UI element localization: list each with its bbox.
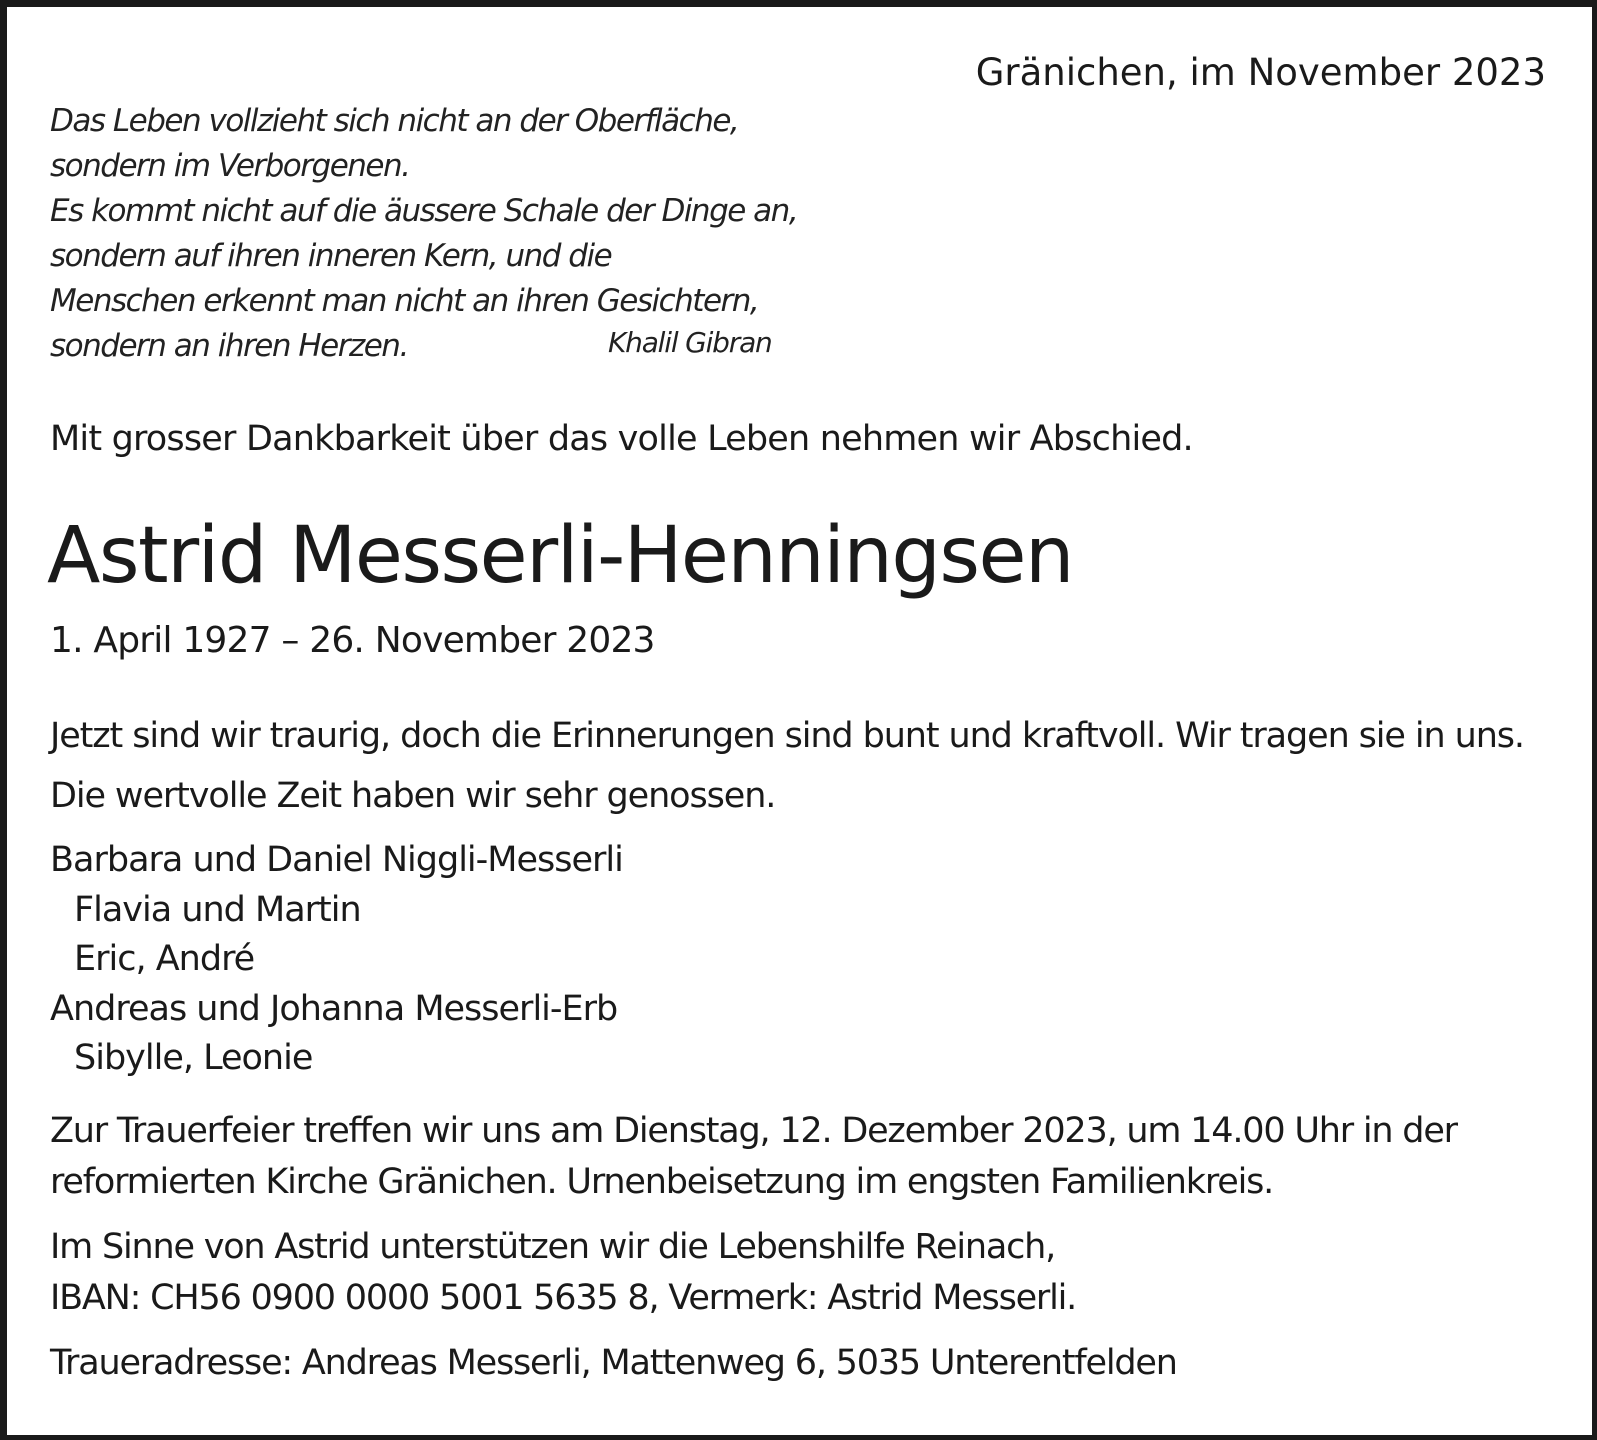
family-list: [50, 836, 623, 1084]
message-line: Die wertvolle Zeit haben wir sehr genossen.: [50, 776, 776, 816]
family-line: Andreas und Johanna Messerli-Erb: [50, 988, 618, 1029]
life-dates: 1. April 1927 – 26. November 2023: [50, 620, 655, 661]
family-line: Barbara und Daniel Niggli-Messerli: [50, 840, 623, 880]
quote-line: Menschen erkennt man nicht an ihren Gesichtern,: [50, 283, 759, 319]
donation-line: IBAN: CH56 0900 0000 5001 5635 8, Vermerk: Astrid Messerli.: [50, 1278, 1077, 1318]
quote-author: Khalil Gibran: [608, 326, 772, 359]
family-line: Eric, André: [74, 939, 255, 979]
family-line: Sibylle, Leonie: [74, 1038, 313, 1078]
message: [50, 706, 1524, 826]
deceased-name: Astrid Messerli-Henningsen: [47, 511, 1073, 601]
donation-info: [50, 1222, 1076, 1324]
quote-line: sondern auf ihren inneren Kern, und die: [50, 238, 612, 274]
place-date: Gränichen, im November 2023: [975, 51, 1546, 94]
service-info: [50, 1106, 1457, 1208]
quote-line: sondern an ihren Herzen.: [50, 328, 408, 364]
mourning-address: Traueradresse: Andreas Messerli, Mattenweg 6, 5035 Unterentfelden: [50, 1343, 1177, 1383]
quote-line: Es kommt nicht auf die äussere Schale der Dinge an,: [50, 193, 798, 229]
service-line: reformierten Kirche Gränichen. Urnenbeisetzung im engsten Familienkreis.: [50, 1162, 1274, 1202]
family-line: Flavia und Martin: [74, 889, 361, 930]
service-line: Zur Trauerfeier treffen wir uns am Dienstag, 12. Dezember 2023, um 14.00 Uhr in der: [50, 1111, 1457, 1151]
donation-line: Im Sinne von Astrid unterstützen wir die Lebenshilfe Reinach,: [50, 1227, 1056, 1267]
message-line: Jetzt sind wir traurig, doch die Erinnerungen sind bunt und kraftvoll. Wir tragen sie in uns.: [50, 716, 1524, 756]
intro-text: Mit grosser Dankbarkeit über das volle Leben nehmen wir Abschied.: [50, 419, 1193, 459]
quote-line: Das Leben vollzieht sich nicht an der Oberfläche,: [50, 103, 739, 139]
quote-line: sondern im Verborgenen.: [50, 148, 410, 184]
